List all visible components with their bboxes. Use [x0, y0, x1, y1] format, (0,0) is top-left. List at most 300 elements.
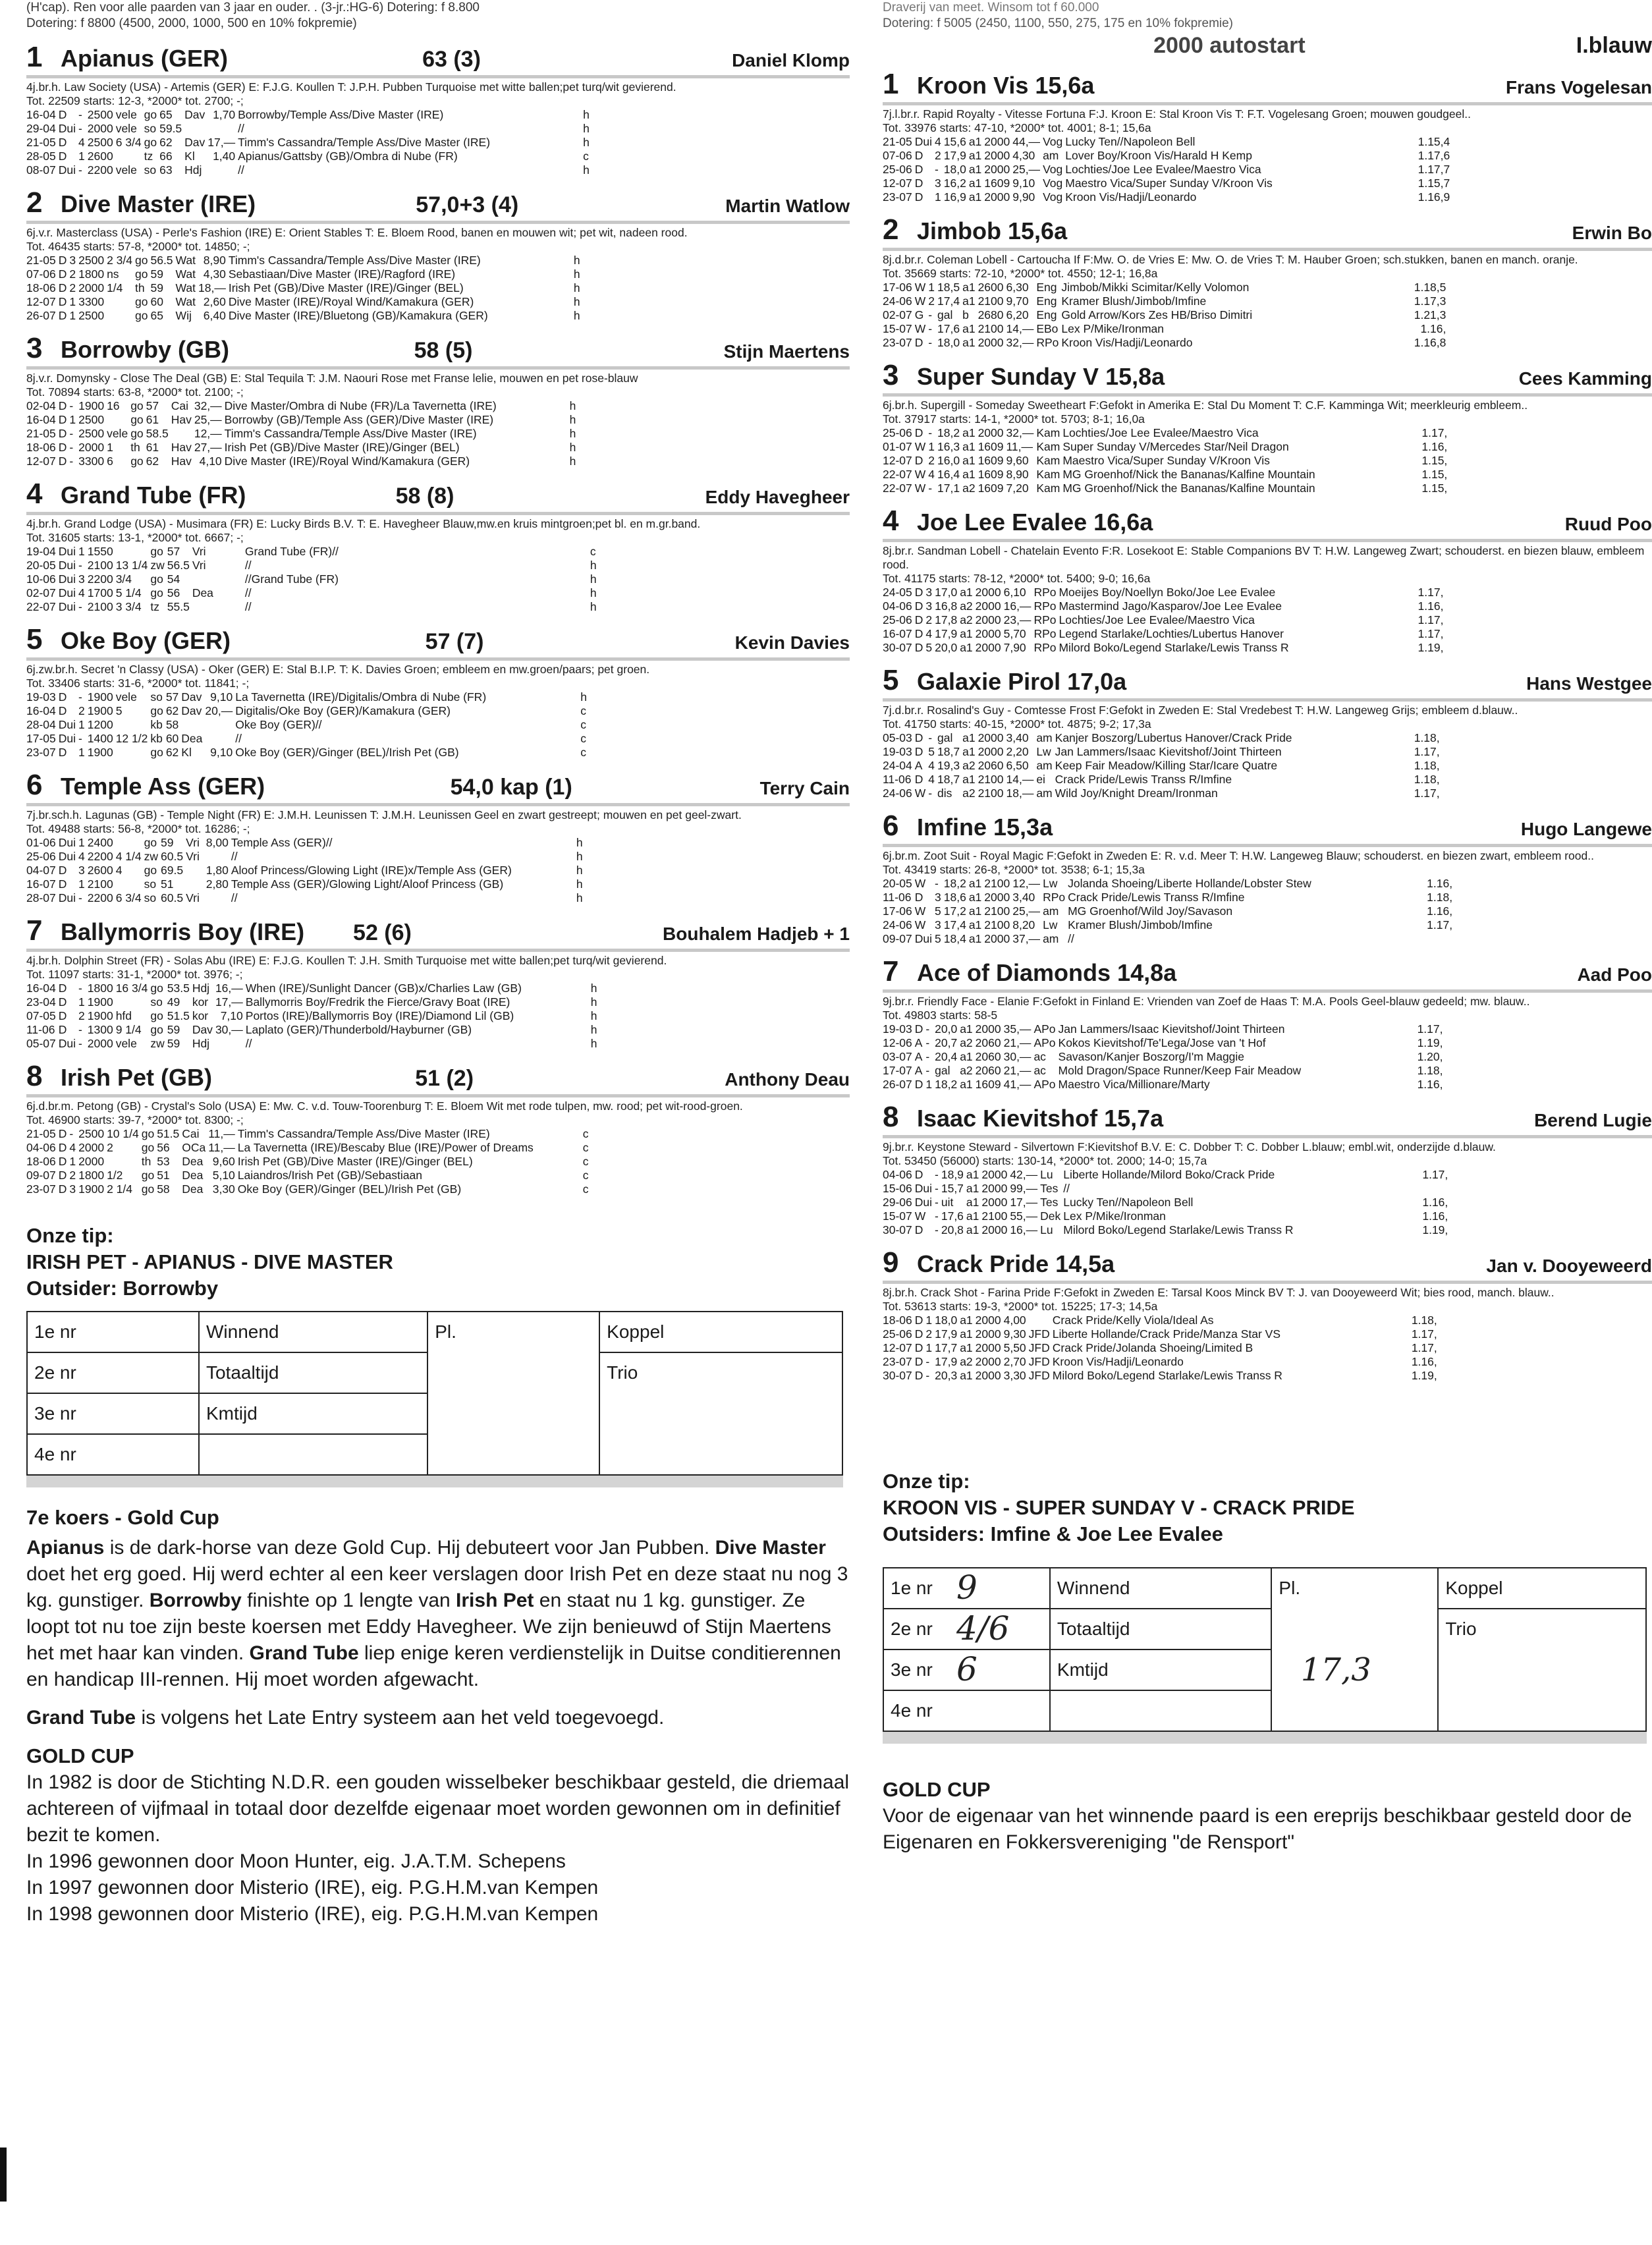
form-cell: 04-07 [26, 864, 56, 877]
horse-number: 2 [26, 186, 43, 219]
pedigree: 8j.v.r. Domynsky - Close The Deal (GB) E: Stal Tequila T: J.M. Naouri Rose met Franse lelie, mouwen en pet rose-blauw [26, 372, 638, 385]
form-cell: 5,10 [212, 1169, 235, 1182]
form-cell: 1,40 [213, 150, 236, 163]
form-cell: 17-06 [883, 904, 912, 918]
form-row [883, 1223, 1450, 1237]
horse-number: 7 [26, 914, 43, 947]
form-cell: 09-07 [26, 1169, 56, 1182]
form-cell: 16,3 [937, 440, 960, 453]
article-paragraph-late-entry [26, 1705, 850, 1731]
form-table [26, 982, 600, 1051]
form-cell: Dui [58, 891, 76, 904]
career-totals: Tot. 41175 starts: 78-12, *2000* tot. 5400; 9-0; 16,6a [883, 572, 1151, 585]
horse-number: 6 [26, 769, 43, 801]
form-cell: Liberte Hollande/Crack Pride/Manza Star VS [1052, 1327, 1281, 1341]
form-cell: 2000 [981, 1182, 1008, 1195]
form-cell: h [569, 399, 576, 412]
form-cell: 16,0 [937, 454, 960, 467]
form-cell: 1.17,3 [1414, 294, 1446, 308]
bet-cell-1e[interactable] [883, 1568, 1050, 1609]
form-cell: 66 [159, 150, 173, 163]
form-cell: 1/2 [107, 1169, 123, 1182]
form-table [883, 731, 1443, 800]
career-totals: Tot. 41750 starts: 40-15, *2000* tot. 4875; 9-2; 17,3a [883, 717, 1151, 731]
bet-cell-trio[interactable]: Trio [599, 1352, 842, 1475]
form-cell: kb [150, 732, 163, 745]
form-cell: a1 [966, 1209, 979, 1223]
race-header [883, 0, 1652, 32]
jockey-name: Ruud Poo [1564, 514, 1652, 534]
form-cell: b [962, 308, 969, 321]
form-cell: 4,10 [199, 455, 222, 468]
form-row [883, 627, 1446, 641]
form-cell: vele [115, 108, 137, 121]
form-cell: 1609 [977, 440, 1004, 453]
form-cell: OCa [182, 1141, 206, 1154]
form-cell: 57 [146, 399, 159, 412]
pedigree: 8j.br.r. Sandman Lobell - Chatelain Evento F:R. Losekoot E: Stable Companions BV T: H.W. Langeweg Zwart; schouderst. en biezen blauw, embleem rood. [883, 544, 1645, 571]
form-cell: 59 [167, 1037, 180, 1050]
form-cell: 4 [69, 1141, 76, 1154]
form-cell: D [914, 641, 923, 654]
form-row [26, 1169, 592, 1182]
form-cell: 11-06 [883, 773, 912, 786]
form-cell: 15-06 [883, 1182, 912, 1195]
form-row [26, 309, 583, 323]
form-cell [184, 122, 207, 136]
form-cell: Dui [58, 559, 76, 572]
form-cell: Wat [175, 267, 196, 281]
form-row [883, 641, 1446, 655]
form-cell: 7,20 [1006, 482, 1029, 495]
form-cell: JFD [1028, 1327, 1050, 1341]
form-cell: 1.18, [1414, 759, 1440, 772]
form-cell: 1.19, [1418, 641, 1444, 654]
bet-cell-2e[interactable]: 2e nr [27, 1352, 199, 1393]
form-table [26, 690, 590, 760]
form-cell: 10 1/4 [107, 1127, 139, 1140]
form-cell: a1 [962, 322, 976, 335]
form-cell: 1.16,8 [1414, 336, 1446, 349]
form-cell: 1.15, [1421, 468, 1448, 481]
form-cell: 19-04 [26, 545, 56, 558]
form-cell: Milord Boko/Legend Starlake/Lewis Transs R [1052, 1369, 1282, 1382]
bet-cell-4e[interactable]: 4e nr [27, 1434, 199, 1475]
form-cell: //Grand Tube (FR) [244, 572, 339, 586]
horse-entry [883, 68, 1652, 204]
form-cell: Aloof Princess/Glowing Light (IRE)x/Temple Ass (GER) [231, 864, 512, 877]
bet-cell-empty[interactable] [199, 1434, 427, 1475]
form-cell: kb [150, 718, 163, 731]
jockey-name: Hans Westgee [1526, 673, 1652, 694]
form-table [26, 399, 578, 468]
form-cell: a2 [960, 1064, 973, 1077]
form-table [883, 877, 1455, 946]
form-row [26, 441, 578, 455]
form-cell: 1 [78, 836, 85, 849]
form-cell: D [58, 136, 67, 149]
form-cell: Crack Pride/Lewis Transs R/Imfine [1068, 891, 1245, 904]
form-cell: - [928, 731, 933, 744]
form-cell: a1 [966, 1168, 979, 1181]
jockey-name: Stijn Maertens [723, 341, 850, 362]
form-cell: Lucky Ten//Napoleon Bell [1065, 135, 1196, 148]
form-cell: a1 [966, 1223, 979, 1236]
form-cell: 21-05 [26, 136, 56, 149]
form-cell: 2100 [984, 904, 1010, 918]
form-cell: 2000 [87, 122, 113, 135]
career-totals: Tot. 31605 starts: 13-1, *2000* tot. 6667; -; [26, 531, 244, 544]
form-cell: W [914, 904, 926, 918]
horse-weight: 54,0 kap (1) [450, 775, 572, 800]
form-cell: 25-06 [883, 1327, 912, 1341]
form-cell: 9,70 [1006, 294, 1029, 308]
form-cell: 1 [78, 746, 85, 759]
left-column [26, 0, 850, 1927]
form-cell: Lover Boy/Kroon Vis/Harald H Kemp [1065, 149, 1252, 162]
form-cell: 18,2 [943, 877, 966, 890]
form-cell: c [583, 150, 589, 163]
form-cell: 1.17, [1418, 627, 1444, 640]
bet-cell-3e[interactable]: 3e nr [27, 1393, 199, 1434]
form-cell: Sebastiaan/Dive Master (IRE)/Ragford (IRE) [228, 267, 456, 281]
form-cell: 1,80 [206, 864, 229, 877]
form-cell: 17,— [207, 136, 236, 149]
form-cell: a2 [960, 613, 973, 626]
form-cell [192, 572, 216, 586]
form-cell: go [135, 254, 148, 267]
form-cell: 15-07 [883, 1209, 912, 1223]
form-cell: 20,7 [935, 1036, 958, 1049]
form-cell: 1.15,7 [1418, 177, 1450, 190]
form-cell: - [78, 891, 82, 904]
form-cell: Lu [1040, 1168, 1053, 1181]
bet-cell-koppel[interactable]: Koppel [1438, 1568, 1646, 1609]
form-cell: 2400 [87, 836, 113, 849]
form-cell: 20,4 [935, 1050, 958, 1063]
form-cell: c [580, 718, 586, 731]
form-cell: a1 [968, 918, 982, 931]
form-cell: 17-05 [26, 732, 56, 745]
form-cell: // [238, 163, 244, 177]
form-cell: 3 [925, 586, 933, 599]
bet-cell-winnend[interactable]: Winnend [199, 1312, 427, 1352]
form-cell: h [576, 891, 583, 904]
form-cell: h [580, 690, 587, 704]
form-cell: Dui [58, 122, 76, 135]
form-cell: 5 [925, 641, 933, 654]
form-cell: 20-05 [26, 559, 56, 572]
form-cell: 17,1 [937, 482, 960, 495]
form-cell: 01-07 [883, 440, 912, 453]
form-cell: - [935, 163, 939, 176]
form-cell: 5 [935, 904, 941, 918]
form-cell: D [58, 1009, 67, 1022]
horse-entry [26, 332, 850, 468]
form-cell [1408, 1182, 1450, 1196]
form-cell: 17-07 [883, 1064, 912, 1077]
form-cell: 18,9 [941, 1168, 964, 1181]
form-cell: 11,— [1006, 440, 1033, 453]
form-cell: so [144, 122, 157, 135]
form-cell: Wat [175, 295, 196, 308]
form-cell: 1.19, [1417, 1036, 1443, 1049]
form-cell: go [130, 455, 144, 468]
form-cell: A [914, 1036, 923, 1049]
horse-entry [26, 769, 850, 905]
bet-cell-kmtijd[interactable]: Kmtijd [199, 1393, 427, 1434]
form-cell: a1 [968, 891, 982, 904]
form-cell: // [244, 600, 252, 613]
form-cell: Ballymorris Boy/Fredrik the Fierce/Gravy Boat (IRE) [245, 995, 510, 1009]
form-cell: a1 [960, 641, 973, 654]
form-cell: Kam [1036, 440, 1060, 453]
form-cell: D [58, 877, 67, 891]
horse-entry [26, 1060, 850, 1196]
form-table [26, 1127, 592, 1196]
form-cell: - [928, 787, 933, 800]
form-cell: h [569, 441, 576, 454]
form-cell: La Tavernetta (IRE)/Bescaby Blue (IRE)/Power of Dreams [237, 1141, 534, 1154]
career-totals: Tot. 46900 starts: 39-7, *2000* tot. 8300; -; [26, 1113, 244, 1126]
bet-cell-3e[interactable] [883, 1649, 1050, 1690]
form-cell: D [58, 1169, 67, 1182]
form-cell: // [238, 122, 244, 135]
form-cell: Lw [1043, 877, 1058, 890]
form-cell: Borrowby/Temple Ass/Dive Master (IRE) [238, 108, 444, 121]
form-cell: 21,— [1003, 1036, 1032, 1049]
form-cell: D [914, 1022, 923, 1036]
form-cell: so [144, 877, 157, 891]
form-cell: 2 [928, 294, 935, 308]
form-cell: // [244, 586, 252, 599]
form-cell: 9,60 [1006, 454, 1029, 467]
bet-cell-totaaltijd[interactable]: Totaaltijd [199, 1352, 427, 1393]
form-cell: 23-07 [26, 1182, 56, 1196]
form-cell: 4 [115, 864, 123, 877]
form-cell: - [925, 1022, 930, 1036]
handwritten-entry: 4/6 [956, 1609, 1010, 1648]
form-cell: Lu [1040, 1223, 1053, 1236]
form-cell: h [590, 1009, 597, 1022]
form-cell: 1800 [87, 982, 113, 995]
career-totals: Tot. 53613 starts: 19-3, *2000* tot. 15225; 17-3; 14,5a [883, 1300, 1158, 1313]
form-row [883, 1341, 1440, 1355]
form-cell: W [914, 281, 926, 294]
form-cell [216, 559, 245, 572]
form-cell: a2 [960, 599, 973, 613]
bet-cell-totaaltijd[interactable]: Totaaltijd [1050, 1609, 1272, 1649]
form-row [26, 136, 592, 150]
form-cell: 4 [935, 135, 941, 148]
form-cell: c [582, 1169, 589, 1182]
form-cell [181, 718, 205, 732]
form-cell: 49 [167, 995, 180, 1009]
form-cell: 17,— [1010, 1196, 1038, 1209]
form-cell: D [914, 1078, 923, 1091]
form-row [26, 600, 599, 614]
form-cell: 1.17, [1422, 1168, 1448, 1181]
form-cell: 1.17,7 [1418, 163, 1450, 176]
form-cell: h [583, 136, 590, 149]
form-cell: D [58, 427, 67, 440]
form-cell: D [914, 731, 923, 744]
form-cell: h [573, 267, 580, 281]
bet-cell-empty[interactable] [1050, 1690, 1272, 1731]
form-cell: Lw [1043, 918, 1058, 931]
horse-ref: Grand Tube [26, 1707, 136, 1729]
bet-cell-2e[interactable] [883, 1609, 1050, 1649]
form-cell: a2 [960, 1036, 973, 1049]
form-cell: th [130, 441, 140, 454]
form-cell: 1 [69, 413, 76, 426]
form-cell: - [69, 1127, 74, 1140]
form-cell: W [914, 322, 926, 335]
horse-entry [883, 664, 1652, 800]
gold-cup-winner: In 1996 gewonnen door Moon Hunter, eig. J.A.T.M. Schepens [26, 1850, 566, 1872]
form-cell: th [141, 1155, 151, 1168]
form-cell: vele [115, 122, 137, 135]
form-row [26, 1141, 592, 1155]
form-row [883, 918, 1455, 932]
form-cell: 17,8 [935, 613, 958, 626]
form-cell: go [150, 982, 163, 995]
form-cell: - [925, 1036, 930, 1049]
bet-cell-winnend[interactable]: Winnend [1050, 1568, 1272, 1609]
form-cell: 7,10 [220, 1009, 243, 1022]
form-cell: 2,70 [1003, 1355, 1026, 1368]
pedigree: 6j.d.br.m. Petong (GB) - Crystal's Solo (USA) E: Mw. C. v.d. Touw-Toorenburg T: E. Bloem Wit met rode tulpen, mw. rood; pet wit-rood-groen. [26, 1099, 743, 1113]
horse-ref: Borrowby [149, 1590, 242, 1611]
horse-heading [26, 478, 850, 515]
form-cell: Laiandros/Irish Pet (GB)/Sebastiaan [237, 1169, 422, 1182]
form-cell: 1.17, [1418, 586, 1444, 599]
form-cell [192, 600, 216, 614]
bet-cell-kmtijd[interactable] [1050, 1649, 1371, 1690]
tip-outsider: Outsider: Borrowby [26, 1277, 219, 1300]
bet-cell-pl[interactable]: Pl. [427, 1312, 599, 1475]
form-cell: 9,10 [210, 746, 233, 759]
form-cell: - [928, 322, 933, 335]
form-cell [202, 850, 231, 864]
form-cell: 18,2 [935, 1078, 958, 1091]
form-cell: 2000 [977, 426, 1004, 439]
form-cell: Maestro Vica/Super Sunday V/Kroon Vis [1065, 177, 1273, 190]
form-cell: 19-03 [883, 1022, 912, 1036]
horse-number: 8 [26, 1060, 43, 1092]
form-cell: 2500 [78, 254, 105, 267]
form-cell: 20,— [205, 704, 233, 717]
form-cell: 26-07 [883, 1078, 912, 1091]
career-totals: Tot. 53450 (56000) starts: 130-14, *2000* tot. 2000; 14-0; 15,7a [883, 1154, 1207, 1167]
form-cell: h [576, 864, 583, 877]
race-title [883, 33, 1652, 59]
bet-cell-4e[interactable]: 4e nr [883, 1690, 1050, 1731]
form-cell: JFD [1028, 1341, 1050, 1354]
form-cell: 19,3 [937, 759, 960, 772]
form-cell: 3,30 [212, 1182, 235, 1196]
form-table [883, 426, 1450, 495]
form-cell: a1 [960, 1022, 973, 1036]
career-totals: Tot. 49488 starts: 56-8, *2000* tot. 16286; -; [26, 822, 250, 835]
form-cell: 9,30 [1003, 1327, 1026, 1341]
form-cell: - [935, 1196, 939, 1209]
form-cell: Temple Ass (GER)/Glowing Light/Aloof Princess (GB) [231, 877, 504, 891]
form-cell: 2000 [975, 1314, 1001, 1327]
horse-heading [883, 810, 1652, 847]
horse-number: 3 [26, 332, 43, 364]
form-cell: // [244, 559, 252, 572]
form-cell: h [569, 455, 576, 468]
form-row [26, 427, 578, 441]
bet-cell-1e[interactable]: 1e nr [27, 1312, 199, 1352]
form-row [26, 690, 590, 704]
bet-cell-pl[interactable]: Pl. [1271, 1568, 1438, 1731]
horse-number: 4 [883, 505, 899, 537]
race-header [26, 0, 850, 32]
form-cell: D [914, 586, 923, 599]
form-row [883, 1355, 1440, 1369]
form-cell: 1.18,5 [1414, 281, 1446, 294]
right-column [883, 0, 1652, 1856]
form-cell: 56.5 [150, 254, 173, 267]
form-cell: 1.15, [1421, 454, 1448, 467]
form-cell [116, 150, 144, 163]
form-cell: 2000 [977, 731, 1004, 744]
bet-cell-trio[interactable]: Trio [1438, 1609, 1646, 1731]
form-cell: 51.5 [167, 1009, 190, 1022]
form-cell: Digitalis/Oke Boy (GER)/Kamakura (GER) [235, 704, 451, 717]
form-cell: 17,9 [935, 1355, 958, 1368]
form-cell: // [245, 1037, 252, 1050]
form-cell: 22-07 [883, 482, 912, 495]
form-cell: Dui [58, 600, 76, 613]
form-cell: Hav [171, 413, 192, 426]
form-cell: Dea [181, 732, 203, 745]
horse-name: Joe Lee Evalee 16,6a [917, 509, 1153, 536]
bet-cell-koppel[interactable]: Koppel [599, 1312, 842, 1352]
form-cell: 12-06 [883, 1036, 912, 1049]
header-line: Dotering: f 5005 (2450, 1100, 550, 275, 175 en 10% fokpremie) [883, 16, 1234, 30]
form-cell: kor [192, 1009, 209, 1022]
form-cell: 2000 [984, 163, 1010, 176]
form-cell: 2,20 [1006, 745, 1029, 758]
form-cell [116, 545, 151, 559]
form-cell: 30,— [215, 1023, 243, 1036]
form-cell: gal [935, 1064, 950, 1077]
form-cell: 2 [78, 1009, 85, 1022]
form-cell: 1.16, [1422, 1209, 1448, 1223]
form-cell: 2 [935, 149, 941, 162]
form-cell: D [58, 1127, 67, 1140]
form-cell: 19-03 [26, 690, 56, 704]
form-row [26, 1155, 592, 1169]
form-cell: 2000 [975, 641, 1001, 654]
form-row [26, 545, 599, 559]
horse-heading [883, 1101, 1652, 1138]
form-cell: 2060 [975, 1036, 1001, 1049]
form-cell: 2500 [78, 427, 105, 440]
form-cell: Lochties/Joe Lee Evalee/Maestro Vica [1062, 426, 1259, 439]
form-cell: - [78, 559, 82, 572]
form-cell: 30-07 [883, 641, 912, 654]
jockey-name: Jan v. Dooyeweerd [1486, 1256, 1652, 1276]
form-cell: 53.5 [167, 982, 190, 995]
form-cell: Kanjer Boszorg/Lubertus Hanover/Crack Pride [1055, 731, 1292, 744]
form-cell: 5 [928, 745, 935, 758]
form-cell: a1 [962, 336, 976, 349]
form-cell: Dui [58, 836, 76, 849]
